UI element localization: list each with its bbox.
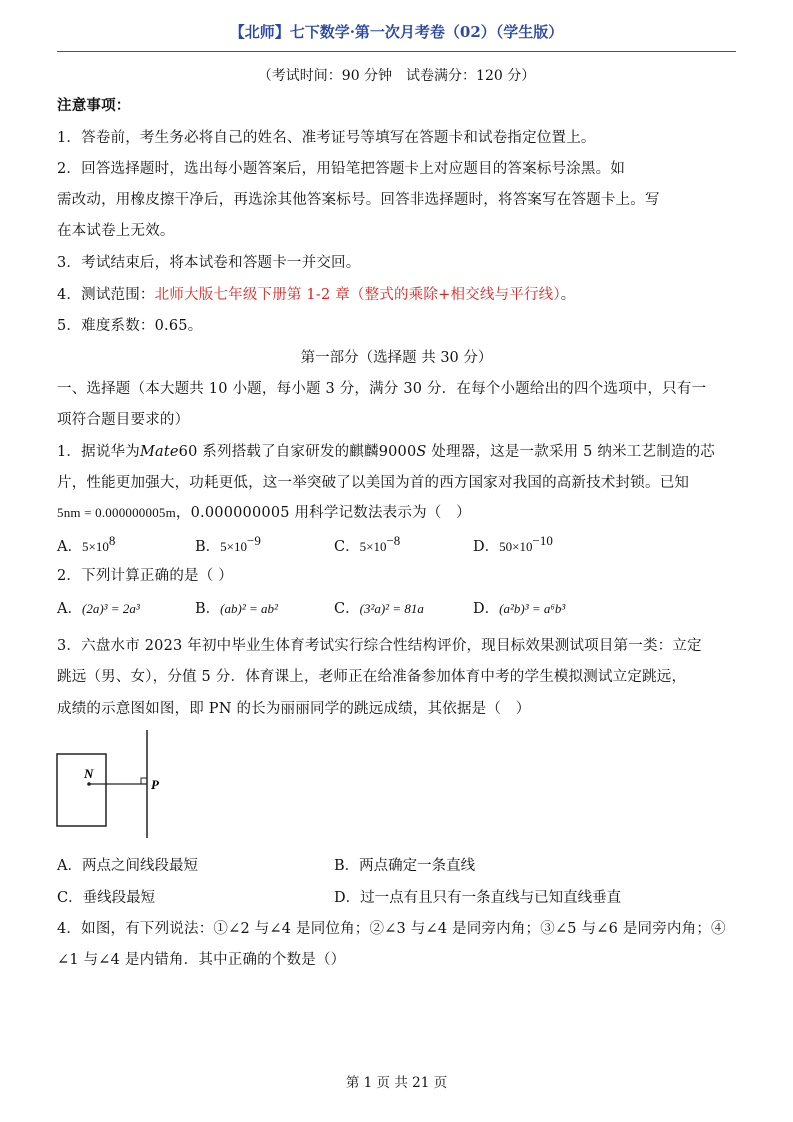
- option-label: A．: [57, 858, 82, 874]
- long-jump-figure: [50, 728, 180, 840]
- option-label: C．: [334, 539, 360, 555]
- option-text: 过一点有且只有一条直线与已知直线垂直: [360, 890, 622, 906]
- right-angle-mark: [141, 778, 147, 784]
- q1-l1-d: 处理器，这是一款采用 5 纳米工艺制造的芯: [426, 444, 715, 460]
- option-text: 两点确定一条直线: [359, 858, 476, 874]
- q1-s: S: [416, 444, 427, 460]
- notice-item-1: 1．答卷前，考生务必将自己的姓名、准考证号等填写在答题卡和试卷指定位置上。: [57, 130, 596, 146]
- option-text: 两点之间线段最短: [81, 858, 198, 874]
- q3-option-a[interactable]: [57, 854, 198, 875]
- page-number: 第 1 页 共 21 页: [345, 1075, 448, 1091]
- q1-line-1: [57, 440, 715, 461]
- header-divider: [57, 51, 736, 52]
- option-label: B．: [334, 858, 360, 874]
- q3-option-d[interactable]: [334, 886, 621, 907]
- option-expr: (ab)² = ab²: [220, 601, 278, 616]
- option-label: A．: [57, 601, 82, 617]
- q3-line-2: 跳远（男、女），分值 5 分．体育课上，老师正在给准备参加体育中考的学生模拟测试立定跳远，: [57, 669, 687, 685]
- notice-item-2-line-1: 2．回答选择题时，选出每小题答案后，用铅笔把答题卡上对应题目的答案标号涂黑。如: [57, 161, 626, 177]
- label-p: P: [151, 777, 159, 792]
- q1-given-math: 5nm = 0.000000005m: [57, 505, 176, 520]
- notice-item-5: 5．难度系数：0.65。: [57, 318, 203, 334]
- q1-l1-a: 1．据说华为: [57, 444, 140, 460]
- notice-item-4-prefix: 4．测试范围：: [57, 287, 155, 303]
- q1-option-d[interactable]: [473, 533, 553, 556]
- q4-line-2: ∠1 与∠4 是内错角．其中正确的个数是（）: [57, 952, 346, 968]
- option-label: D．: [473, 539, 500, 555]
- notice-item-4: [57, 283, 576, 304]
- option-label: B．: [195, 601, 221, 617]
- option-base: 5×10: [81, 539, 109, 554]
- header-title: 【北师】七下数学·第一次月考卷（02）（学生版）: [229, 23, 564, 41]
- option-exponent: −9: [247, 533, 261, 548]
- q1-line-2: 片，性能更加强大，功耗更低，这一举突破了以美国为首的西方国家对我国的高新技术封锁。已知: [57, 475, 690, 491]
- part1-title: 第一部分（选择题 共 30 分）: [300, 350, 493, 366]
- section-instructions-line-2: 项符合题目要求的）: [57, 412, 190, 428]
- option-base: 50×10: [499, 539, 533, 554]
- q3-line-1: 3．六盘水市 2023 年初中毕业生体育考试实行综合性结构评价，现目标效果测试项目第一类：立定: [57, 638, 702, 654]
- q1-l1-b: 60 系列搭载了自家研发的麒麟: [178, 444, 379, 460]
- option-base: 5×10: [220, 539, 247, 554]
- option-label: D．: [473, 601, 500, 617]
- q2-option-c[interactable]: [334, 597, 424, 618]
- notice-item-4-end: 。: [560, 287, 576, 303]
- notice-item-2-line-3: 在本试卷上无效。: [57, 223, 175, 239]
- q1-option-a[interactable]: [57, 533, 115, 556]
- option-label: C．: [57, 890, 83, 906]
- option-expr: (3²a)² = 81a: [359, 601, 424, 616]
- section-instructions-line-1: 一、选择题（本大题共 10 小题，每小题 3 分，满分 30 分．在每个小题给出的四个选项中，只有一: [57, 381, 707, 397]
- option-label: C．: [334, 601, 360, 617]
- option-exponent: 8: [108, 533, 116, 548]
- q1-line-3: [57, 501, 471, 522]
- option-expr: (a²b)³ = a⁶b³: [499, 601, 566, 616]
- notice-heading: 注意事项：: [57, 97, 131, 114]
- q3-line-3: 成绩的示意图如图，即 PN 的长为丽丽同学的跳远成绩，其依据是（ ）: [57, 701, 531, 717]
- point-n: [87, 782, 91, 786]
- q2-option-a[interactable]: [57, 597, 140, 618]
- q2-option-b[interactable]: [195, 597, 278, 618]
- q1-line-3-rest: ，0.000000005 用科学记数法表示为（ ）: [175, 505, 471, 521]
- option-exponent: −8: [386, 533, 401, 548]
- label-n: N: [84, 766, 94, 781]
- q2-option-d[interactable]: [473, 597, 565, 618]
- sand-pit-rect: [57, 754, 106, 826]
- q2-stem: 2．下列计算正确的是（ ）: [57, 568, 233, 584]
- q3-option-c[interactable]: [57, 886, 155, 907]
- option-expr: (2a)³ = 2a³: [81, 601, 140, 616]
- option-label: A．: [57, 539, 82, 555]
- option-label: D．: [334, 890, 361, 906]
- notice-item-2-line-2: 需改动，用橡皮擦干净后，再选涂其他答案标号。回答非选择题时，将答案写在答题卡上。写: [57, 192, 660, 208]
- q1-mate: Mate: [139, 444, 179, 460]
- test-range: 北师大版七年级下册第 1-2 章（整式的乘除+相交线与平行线）: [154, 287, 561, 303]
- q4-line-1: 4．如图，有下列说法：①∠2 与∠4 是同位角；②∠3 与∠4 是同旁内角；③∠5 与∠6 是同旁内角；④: [57, 921, 726, 937]
- q1-option-b[interactable]: [195, 533, 261, 556]
- exam-info: （考试时间：90 分钟 试卷满分：120 分）: [257, 68, 536, 84]
- option-base: 5×10: [359, 539, 387, 554]
- option-text: 垂线段最短: [82, 890, 156, 906]
- q1-option-c[interactable]: [334, 533, 400, 556]
- q1-l1-c: 9000: [378, 444, 417, 460]
- option-label: B．: [195, 539, 221, 555]
- option-exponent: −10: [532, 533, 553, 548]
- notice-item-3: 3．考试结束后，将本试卷和答题卡一并交回。: [57, 255, 361, 271]
- q3-option-b[interactable]: [334, 854, 475, 875]
